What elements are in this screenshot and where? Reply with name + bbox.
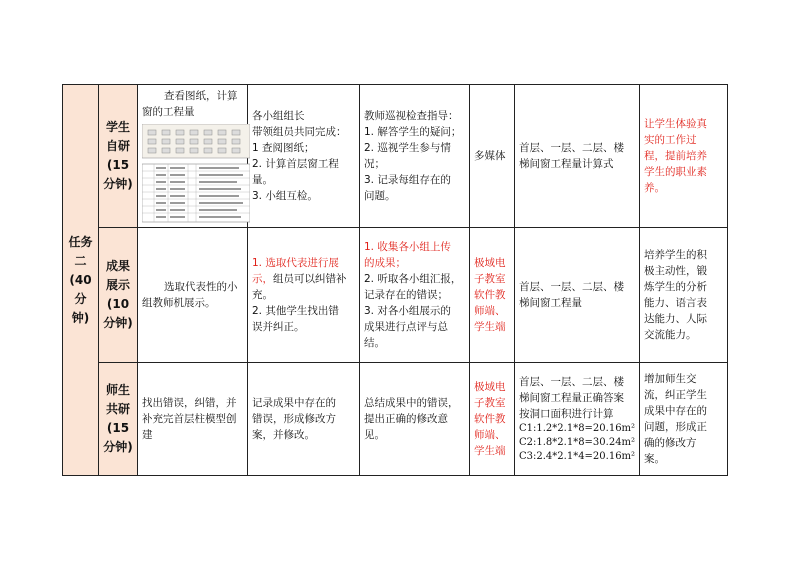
task-label-cell [63,85,99,476]
cell-text: 软件教 [474,289,506,301]
cell-text: 多媒体 [474,150,506,162]
design-intent-cell [640,363,728,476]
cell-text: 流，纠正学生 [644,389,707,401]
teacher-activity-cell [138,363,248,476]
drawing-thumbnail-image [142,124,250,224]
calc-line: C1:1.2*2.1*8=20.16m² [519,423,636,434]
cell-text: 增加师生交 [644,373,697,385]
cell-text: 补充完首层柱模型创 [142,413,237,425]
cell-text-red: 的成果； [364,257,406,269]
cell-text: 实的工作过 [644,134,697,146]
phase-cell [99,228,138,363]
cell-text: 首层、一层、二层、楼 [519,281,624,293]
cell-text-red: 1. 选取代表进行展 [252,257,339,269]
teacher-activity-cell [138,228,248,363]
cell-text: 查看图纸，计算 [164,90,238,102]
cell-text: 程，提前培养 [644,150,707,162]
calc-line: C3:2.4*2.1*4=20.16m² [519,451,636,462]
cell-text: 按洞口面积进行计算 [519,408,614,420]
cell-text: 达能力、人际 [644,313,707,325]
phase-line: 分钟) [103,177,133,191]
cell-text: 结。 [364,337,385,349]
cell-text: 梯间窗工程量计算式 [519,158,614,170]
teaching-method-cell [360,85,470,228]
cell-text: 师端、 [474,429,506,441]
cell-text: 案。 [644,453,665,465]
content-cell [515,228,640,363]
phase-line: (10 [106,297,130,311]
cell-text: 见。 [364,429,385,441]
cell-text: 提出正确的修改意 [364,413,448,425]
cell-text: 1. 解答学生的疑问； [364,126,462,138]
phase-line: 分钟) [103,316,133,330]
phase-line: (15 [106,158,130,172]
cell-text-red: 示， [252,273,273,285]
cell-text: 学生端 [474,321,506,333]
cell-text: 首层、一层、二层、楼 [519,376,624,388]
cell-text: 学生端 [474,445,506,457]
cell-text: 极主动性，锻 [644,265,707,277]
phase-line: 共研 [105,402,130,416]
cell-text: 误并纠正。 [252,321,305,333]
cell-text: 3. 小组互检。 [252,190,318,202]
cell-text: 选取代表性的小 [164,281,238,293]
cell-text: 带领组员共同完成： [252,126,347,138]
phase-line: 师生 [105,383,130,397]
design-intent-cell [640,85,728,228]
cell-text: 让学生体验真 [644,118,707,130]
phase-line: 展示 [105,278,130,292]
cell-text: 学生的职业素 [644,166,707,178]
cell-text: 2. 计算首层窗工程 [252,158,339,170]
task-label-line: 分 [74,291,87,306]
phase-cell [99,363,138,476]
row-co-study [63,363,728,476]
row-self-study [63,85,728,228]
cell-text: 交流能力。 [644,329,697,341]
cell-text: 极域电 [474,257,506,269]
cell-text: 2. 其他学生找出错 [252,305,339,317]
cell-text: 成果进行点评与总 [364,321,448,333]
teaching-method-cell [360,363,470,476]
cell-text: 梯间窗工程量正确答案 [519,392,624,404]
cell-text: 3. 记录每组存在的 [364,174,451,186]
teaching-method-cell [360,228,470,363]
cell-text: 教师巡视检查指导： [364,110,459,122]
task-label-line: (40 [69,272,92,287]
phase-cell [99,85,138,228]
media-cell [470,228,515,363]
media-cell [470,85,515,228]
phase-line: 自研 [105,139,130,153]
cell-text: 错误，形成修改方 [252,413,336,425]
cell-text: 组教师机展示。 [142,297,216,309]
content-cell [515,85,640,228]
cell-text: 能力、语言表 [644,297,707,309]
task-label-line: 二 [74,253,87,268]
cell-text: 2. 听取各小组汇报， [364,273,462,285]
cell-text: 问题，形成正 [644,421,707,433]
student-activity-cell [248,85,360,228]
cell-text: 2. 巡视学生参与情 [364,142,451,154]
phase-line: 成果 [105,259,130,273]
cell-text: 子教室 [474,273,506,285]
cell-text: 建 [142,429,153,441]
cell-text: 炼学生的分析 [644,281,707,293]
cell-text: 案，并修改。 [252,429,315,441]
cell-text: 组员可以纠错补 [273,273,347,285]
lesson-plan-table [62,84,728,476]
cell-text: 养。 [644,182,665,194]
cell-text: 找出错误，纠错，并 [142,397,237,409]
calc-line: C2:1.8*2.1*8=30.24m² [519,437,636,448]
cell-text: 梯间窗工程量 [519,297,582,309]
cell-text: 记录成果中存在的 [252,397,336,409]
content-cell [515,363,640,476]
cell-text: 极域电 [474,381,506,393]
cell-text: 成果中存在的 [644,405,707,417]
cell-text: 培养学生的积 [644,249,707,261]
student-activity-cell [248,228,360,363]
row-result-show [63,228,728,363]
cell-text: 首层、一层、二层、楼 [519,142,624,154]
cell-text: 确的修改方 [644,437,697,449]
cell-text: 1 查阅图纸； [252,142,315,154]
cell-text: 各小组组长 [252,110,305,122]
cell-text: 窗的工程量 [142,106,195,118]
cell-text: 量。 [252,174,273,186]
cell-text: 软件教 [474,413,506,425]
cell-text: 总结成果中的错误， [364,397,459,409]
cell-text-red: 1. 收集各小组上传 [364,241,451,253]
design-intent-cell [640,228,728,363]
cell-text: 充。 [252,289,273,301]
task-label-line: 任务 [68,234,93,249]
cell-text: 记录存在的错误； [364,289,448,301]
cell-text: 子教室 [474,397,506,409]
teacher-activity-cell [138,85,248,228]
cell-text: 况； [364,158,385,170]
cell-text: 师端、 [474,305,506,317]
media-cell [470,363,515,476]
phase-line: 学生 [105,120,130,134]
task-label-line: 钟) [71,310,90,325]
cell-text: 3. 对各小组展示的 [364,305,451,317]
phase-line: 分钟) [103,440,133,454]
phase-line: (15 [106,421,130,435]
cell-text: 问题。 [364,190,396,202]
student-activity-cell [248,363,360,476]
